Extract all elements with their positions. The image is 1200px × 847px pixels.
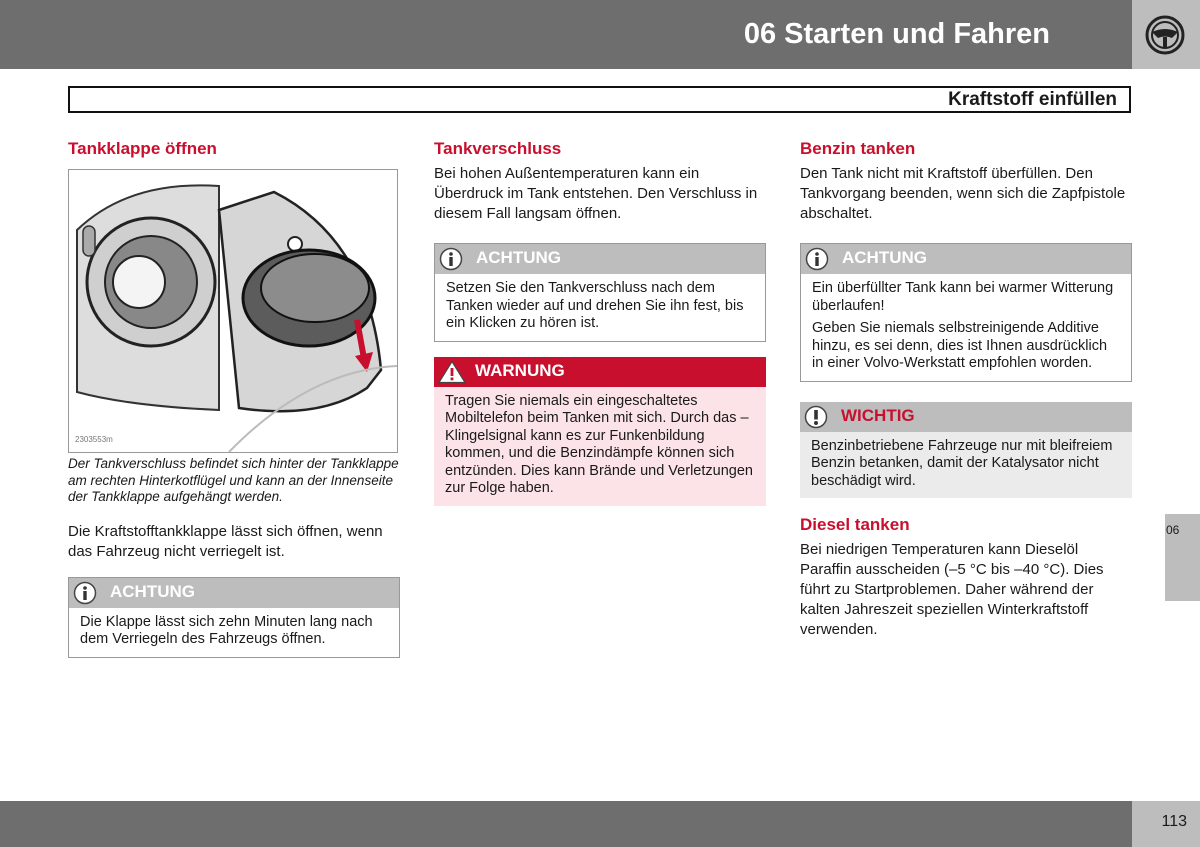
notice-body xyxy=(69,608,399,657)
warning-phone xyxy=(434,357,766,506)
notice-text-1: Ein überfüllter Tank kann bei warmer Witterung überlaufen! xyxy=(812,280,1114,314)
important-body xyxy=(800,432,1132,499)
warning-body xyxy=(434,387,766,506)
notice-label: ACHTUNG xyxy=(842,248,927,267)
chapter-side-tab xyxy=(1165,514,1200,601)
page-number: 113 xyxy=(1161,813,1187,830)
notice-header xyxy=(69,578,399,608)
notice-header xyxy=(801,244,1131,274)
info-icon xyxy=(805,247,829,271)
important-header xyxy=(800,402,1132,432)
warning-header xyxy=(434,357,766,387)
warning-label: WARNUNG xyxy=(475,360,565,380)
column-2 xyxy=(434,138,766,506)
header-bar xyxy=(0,0,1132,69)
column-3 xyxy=(800,138,1132,640)
side-tab-label: 06 xyxy=(1166,523,1180,537)
footer-bar xyxy=(0,801,1132,847)
notice-label: ACHTUNG xyxy=(110,581,195,601)
notice-text-2: Geben Sie niemals selbstreinigende Additive hinzu, es sei denn, dies ist Ihnen ausdrücklich in einer Volvo-Werkstatt empfohlen worden. xyxy=(812,320,1108,371)
heading-benzin: Benzin tanken xyxy=(800,139,916,158)
important-label: WICHTIG xyxy=(841,405,915,425)
heading-diesel: Diesel tanken xyxy=(800,515,910,534)
info-icon xyxy=(439,247,463,271)
column-1 xyxy=(68,138,400,658)
notice-achtung-flap xyxy=(68,577,400,658)
notice-body xyxy=(435,274,765,341)
important-text: Benzinbetriebene Fahrzeuge nur mit bleifreiem Benzin betanken, damit der Katalysator nicht beschädigt wird. xyxy=(811,437,1113,489)
exclamation-icon xyxy=(804,405,828,429)
body-text-cap: Bei hohen Außentemperaturen kann ein Überdruck im Tank entstehen. Den Verschluss in diesem Fall langsam öffnen. xyxy=(434,165,758,222)
body-text-diesel: Bei niedrigen Temperaturen kann Dieselöl Paraffin ausscheiden (–5 °C bis –40 °C). Dies führt zu Startproblemen. Daher während der kalten Jahreszeit speziellen Winterkraftstoff verwenden. xyxy=(800,541,1104,638)
figure-code: 2303553m xyxy=(75,435,113,444)
warning-text: Tragen Sie niemals ein eingeschaltetes Mobiltelefon beim Tanken mit sich. Durch das – Klingelsignal kann es zur Funkenbildung kommen, und die Benzindämpfe können sich entzünden. Dies kann Brände und Verletzungen zur Folge haben. xyxy=(445,392,753,496)
section-header xyxy=(68,86,1131,113)
chapter-title: 06 Starten und Fahren xyxy=(743,18,1050,50)
fuel-flap-figure xyxy=(68,169,398,453)
page-number-box xyxy=(1132,801,1200,847)
chapter-icon-box xyxy=(1132,0,1200,69)
notice-text: Die Klappe lässt sich zehn Minuten lang nach dem Verriegeln des Fahrzeugs öffnen. xyxy=(80,613,373,647)
notice-achtung-cap xyxy=(434,243,766,342)
section-title: Kraftstoff einfüllen xyxy=(948,89,1117,110)
heading-tankklappe: Tankklappe öffnen xyxy=(68,139,217,158)
notice-text: Setzen Sie den Tankverschluss nach dem Tanken wieder auf und drehen Sie ihn fest, bis ein Klicken zu hören ist. xyxy=(446,280,744,331)
notice-achtung-benzin xyxy=(800,243,1132,382)
body-text-flap: Die Kraftstofftankklappe lässt sich öffnen, wenn das Fahrzeug nicht verriegelt ist. xyxy=(68,522,383,560)
warning-triangle-icon xyxy=(438,360,466,384)
heading-tankverschluss: Tankverschluss xyxy=(434,139,562,158)
notice-header xyxy=(435,244,765,274)
notice-label: ACHTUNG xyxy=(476,248,561,267)
notice-body xyxy=(801,274,1131,381)
figure-caption: Der Tankverschluss befindet sich hinter der Tankklappe am rechten Hinterkotflügel und kann an der Innenseite der Tankklappe aufgehängt werden. xyxy=(68,456,399,504)
info-icon xyxy=(73,581,97,605)
important-fuel xyxy=(800,402,1132,499)
steering-wheel-icon xyxy=(1144,14,1186,56)
body-text-benzin: Den Tank nicht mit Kraftstoff überfüllen. Den Tankvorgang beenden, wenn sich die Zapfpistole abschaltet. xyxy=(800,165,1126,222)
fuel-flap-illustration xyxy=(69,170,397,452)
